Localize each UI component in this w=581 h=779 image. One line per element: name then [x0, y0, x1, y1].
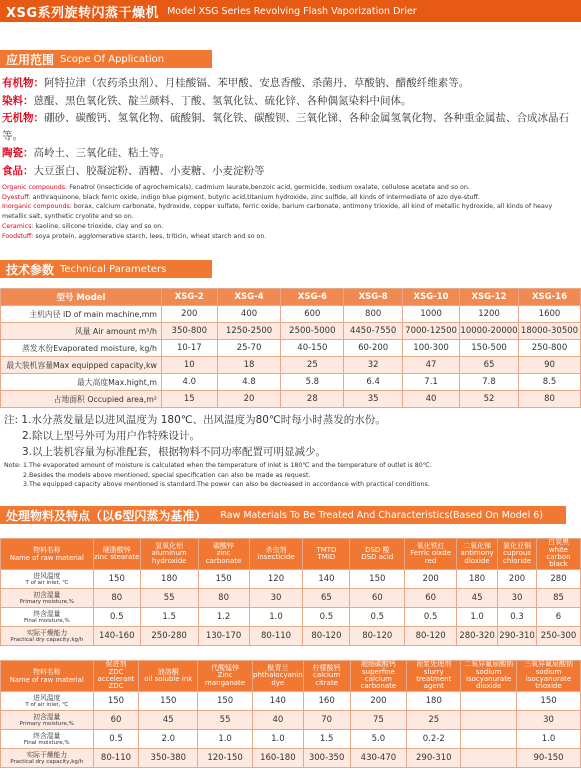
raw-material-cell: 代酸锰锌 Zinc manganate — [198, 661, 253, 692]
raw-cell: 55 — [198, 711, 253, 730]
raw-cell: 140 — [253, 692, 304, 711]
tech-cell: 4.0 — [161, 374, 217, 391]
raw-material-cell: 油溶酮 oil soluble ink — [139, 661, 198, 692]
tech-cell: 32 — [344, 357, 403, 374]
raw-cell — [461, 692, 517, 711]
tech-cell: 25-70 — [217, 340, 281, 357]
raw-table-2-row — [1, 692, 581, 711]
raw-cell: 150 — [93, 570, 140, 589]
raw-cell: 30 — [517, 711, 581, 730]
note-en-line: Note: 1.The evaporated amount of moisture is calculated when the temperature of inlet is 180℃ and the temperature of outlet is 80℃. — [4, 462, 432, 469]
tech-cell: 250-800 — [519, 340, 581, 357]
raw-cell: 180 — [407, 692, 461, 711]
tech-header-cell: XSG-8 — [344, 289, 403, 306]
tech-row-label: 最大装机容量Max equipped capacity,kw — [1, 357, 162, 374]
raw-table-2-row — [1, 711, 581, 730]
raw-label-cell: 实际干燥能力 Practical dry capacity,kg/h — [1, 749, 94, 768]
title-en: Model XSG Series Revolving Flash Vaporization Drier — [167, 5, 417, 17]
raw-cell: 90-150 — [517, 749, 581, 768]
tech-row-label: 最大高度Max.hight,m — [1, 374, 162, 391]
raw-table-1-row — [1, 589, 581, 608]
raw-label-cell: 初含湿量 Primary moisture,% — [1, 589, 94, 608]
tech-cell: 1600 — [519, 306, 581, 323]
raw-cell — [461, 730, 517, 749]
tech-cell: 100-300 — [403, 340, 460, 357]
raw-cell: 0.5 — [405, 608, 457, 627]
tech-cell: 10000-20000 — [460, 323, 519, 340]
raw-cell: 80-120 — [303, 627, 350, 646]
tech-header-cell: XSG-12 — [460, 289, 519, 306]
raw-cell: 45 — [457, 589, 498, 608]
raw-cell: 200 — [405, 570, 457, 589]
tech-cell: 1250-2500 — [217, 323, 281, 340]
raw-cell: 80 — [198, 589, 249, 608]
tech-cell: 2500-5000 — [281, 323, 344, 340]
raw-table-1-row — [1, 608, 581, 627]
raw-cell: 280-320 — [457, 627, 498, 646]
raw-cell: 1.0 — [198, 730, 253, 749]
raw-cell: 1.5 — [303, 730, 350, 749]
raw-cell: 120-150 — [198, 749, 253, 768]
raw-material-cell: 柠檬酸钙 calcium citrate — [303, 661, 350, 692]
raw-cell: 80 — [93, 589, 140, 608]
raw-material-cell: 二氧异氰尿酸钠 sodium isocyanurate dioxide — [461, 661, 517, 692]
tech-cell: 52 — [460, 391, 519, 408]
application-cn-line: 有机物：阿特拉津（农药杀虫剂）、月桂酸镉、苯甲酸、安息香酸、杀菌丹、草酸钠、醋酸纤维素等。 — [2, 77, 470, 89]
raw-table-1-header — [1, 539, 581, 570]
note-cn-line: 3.以上装机容量为标准配套，根据物料不同功率配置可明显减少。 — [22, 446, 327, 458]
raw-heading-en: Raw Materials To Be Treated And Characteristics(Based On Model 6) — [220, 509, 544, 521]
raw-cell: 200 — [350, 692, 407, 711]
tech-cell: 80 — [519, 391, 581, 408]
tech-row-label: 占地面积 Occupied area,m² — [1, 391, 162, 408]
tech-cell: 8.5 — [519, 374, 581, 391]
tech-header-cell: XSG-2 — [161, 289, 217, 306]
raw-cell: 80-120 — [350, 627, 405, 646]
raw-cell: 1.2 — [198, 608, 249, 627]
application-en-line: Organic compounds: Fenatrol (insecticide of agrochemicals), cadmium laurate,benzoic acid, germicide, sodium oxalate, cellulose acetate and so on. — [2, 184, 470, 191]
raw-cell: 6 — [537, 608, 581, 627]
raw-table-1-row — [1, 570, 581, 589]
raw-cell: 70 — [303, 711, 350, 730]
application-heading — [0, 50, 212, 68]
raw-cell — [461, 711, 517, 730]
raw-cell: 250-300 — [537, 627, 581, 646]
tech-cell: 10 — [161, 357, 217, 374]
raw-cell: 350-380 — [139, 749, 198, 768]
raw-table-1 — [0, 538, 581, 646]
tech-header-cell: XSG-16 — [519, 289, 581, 306]
tech-cell: 15 — [161, 391, 217, 408]
raw-cell: 1.0 — [517, 730, 581, 749]
application-heading-en: Scope Of Application — [60, 53, 165, 65]
raw-cell: 30 — [498, 589, 537, 608]
raw-cell: 150 — [350, 570, 405, 589]
application-cn-line: 染料：蒽醌、黑色氧化铁、靛兰颜料、丁酸、氢氧化钛、硫化锌、各种偶氮染料中间体。 — [2, 94, 412, 107]
raw-material-cell: 酞青兰 phthalocyanin dye — [253, 661, 304, 692]
tech-cell: 400 — [217, 306, 281, 323]
raw-material-cell: 泥浆处理剂 slurry treatment agent — [407, 661, 461, 692]
raw-cell: 0.5 — [350, 608, 405, 627]
raw-cell: 160-180 — [253, 749, 304, 768]
note-en-line: 2.Besides the models above mentioned, special specification can also be made as request. — [23, 471, 311, 479]
raw-material-cell: 氢氧化铝 aluminum hydroxide — [140, 539, 198, 570]
raw-label-cell: 初含湿量 Primary moisture,% — [1, 711, 94, 730]
application-heading-cn: 应用范围 — [6, 52, 55, 67]
raw-cell: 0.2-2 — [407, 730, 461, 749]
tech-cell: 28 — [281, 391, 344, 408]
tech-cell: 1200 — [460, 306, 519, 323]
raw-cell: 0.5 — [93, 730, 139, 749]
tech-cell: 90 — [519, 357, 581, 374]
application-en-line: Foodstuff: soya protein, agglomerative starch, lees, triticin, wheat starch and so on. — [2, 232, 267, 240]
raw-cell: 1.0 — [253, 730, 304, 749]
tech-heading-cn: 技术参数 — [6, 262, 55, 277]
raw-cell: 290-310 — [498, 627, 537, 646]
raw-cell: 45 — [139, 711, 198, 730]
raw-heading — [0, 506, 566, 524]
raw-label-cell: 终含湿量 Final moisture,% — [1, 730, 94, 749]
tech-cell: 200 — [161, 306, 217, 323]
application-en-list — [2, 183, 579, 241]
tech-header-cell: 型号 Model — [1, 289, 162, 306]
raw-material-cell: 超细碳酸钙 superfine calcium carbonate — [350, 661, 407, 692]
raw-cell: 150 — [139, 692, 198, 711]
raw-cell: 280 — [537, 570, 581, 589]
application-en-line: Ceramics: kaoline, silicone trioxide, clay and so on. — [2, 222, 164, 230]
tech-header-cell: XSG-10 — [403, 289, 460, 306]
tech-row-label: 蒸发水份Evaporated moisture, kg/h — [1, 340, 162, 357]
notes-cn — [4, 412, 386, 460]
tech-table — [0, 288, 581, 408]
raw-cell: 180 — [140, 570, 198, 589]
raw-material-cell: DSD 酸 DSD acid — [350, 539, 405, 570]
raw-material-cell: 二氧化锑 antimony dioxide — [457, 539, 498, 570]
raw-material-cell: 氯化亚铜 cuprous chloride — [498, 539, 537, 570]
tech-cell: 25 — [281, 357, 344, 374]
tech-cell: 5.8 — [281, 374, 344, 391]
raw-material-cell: 白炭黑 white carbon black — [537, 539, 581, 570]
raw-cell: 25 — [407, 711, 461, 730]
raw-cell: 55 — [140, 589, 198, 608]
tech-cell: 40-150 — [281, 340, 344, 357]
raw-cell: 1.5 — [140, 608, 198, 627]
raw-cell: 130-170 — [198, 627, 249, 646]
raw-cell: 300-350 — [303, 749, 350, 768]
raw-cell — [461, 749, 517, 768]
note-cn-line: 2.除以上型号外可为用户作特殊设计。 — [22, 430, 201, 442]
raw-cell: 60 — [405, 589, 457, 608]
tech-row — [1, 357, 581, 374]
application-cn-line: 食品：大豆蛋白、胶凝淀粉、酒糟、小麦糖、小麦淀粉等 — [2, 164, 265, 177]
raw-cell: 150 — [198, 692, 253, 711]
tech-cell: 35 — [344, 391, 403, 408]
note-en-line: 3.The equipped capacity above mentioned is standard.The power can also be decreased in accordance with practical conditions. — [23, 481, 430, 488]
raw-cell: 80-120 — [405, 627, 457, 646]
tech-cell: 7.1 — [403, 374, 460, 391]
tech-cell: 150-500 — [460, 340, 519, 357]
raw-cell: 80-110 — [93, 749, 139, 768]
raw-cell: 160 — [303, 692, 350, 711]
tech-row — [1, 340, 581, 357]
tech-cell: 1000 — [403, 306, 460, 323]
raw-material-cell: 促进剂 ZDC accelerant ZDC — [93, 661, 139, 692]
raw-cell: 0.5 — [93, 608, 140, 627]
tech-cell: 10-17 — [161, 340, 217, 357]
raw-cell: 1.0 — [249, 608, 303, 627]
raw-cell: 140-160 — [93, 627, 140, 646]
tech-cell: 65 — [460, 357, 519, 374]
application-en-line: Dyestuff: anthraquinone, black ferric oxide, indigo blue pigment, butyric acid,titanium hydroxide, zinc sulfide, all kinds of intermediate of azo dye-stuff. — [2, 193, 480, 201]
raw-material-cell: 碳酸锌 zinc carbonate — [198, 539, 249, 570]
tech-cell: 6.4 — [344, 374, 403, 391]
raw-label-cell: 物料名称 Name of raw material — [1, 539, 94, 570]
raw-cell: 75 — [350, 711, 407, 730]
raw-cell: 250-280 — [140, 627, 198, 646]
application-cn-list — [2, 75, 579, 180]
tech-header-cell: XSG-4 — [217, 289, 281, 306]
tech-header-row — [1, 289, 581, 306]
tech-cell: 18000-30500 — [519, 323, 581, 340]
raw-cell: 1.0 — [457, 608, 498, 627]
tech-header-cell: XSG-6 — [281, 289, 344, 306]
raw-cell: 80-110 — [249, 627, 303, 646]
raw-table-1-row — [1, 627, 581, 646]
title-cn: XSG系列旋转闪蒸干燥机 — [6, 5, 160, 21]
tech-row-label: 风量 Air amount m³/h — [1, 323, 162, 340]
tech-cell: 4.8 — [217, 374, 281, 391]
tech-cell: 7.8 — [460, 374, 519, 391]
tech-row — [1, 391, 581, 408]
raw-label-cell: 终含湿量 Final moisture,% — [1, 608, 94, 627]
raw-table-2-header — [1, 661, 581, 692]
tech-cell: 18 — [217, 357, 281, 374]
tech-heading-en: Technical Parameters — [60, 263, 167, 275]
raw-cell: 150 — [93, 692, 139, 711]
application-cn-line: 陶瓷：高岭土、三氧化硅、粘土等。 — [2, 147, 170, 159]
application-cn-line: 无机物：硼砂、碳酸钙、氢氧化物、硫酸铜、氧化铁、碳酸钡、三氧化锑、各种金属氢氧化物、各种重金属盐、合成冰晶石等。 — [2, 112, 569, 142]
tech-row-label: 主机内径 ID of main machine,mm — [1, 306, 162, 323]
tech-cell: 4450-7550 — [344, 323, 403, 340]
raw-cell: 60 — [93, 711, 139, 730]
raw-cell: 430-470 — [350, 749, 407, 768]
tech-row — [1, 306, 581, 323]
raw-material-cell: 氧化铁红 Ferric oixde red — [405, 539, 457, 570]
tech-cell: 40 — [403, 391, 460, 408]
raw-label-cell: 进风温度 T of air inlet, ℃ — [1, 570, 94, 589]
tech-cell: 800 — [344, 306, 403, 323]
raw-table-2-row — [1, 730, 581, 749]
tech-heading — [0, 260, 212, 278]
raw-cell: 85 — [537, 589, 581, 608]
tech-cell: 600 — [281, 306, 344, 323]
tech-cell: 350-800 — [161, 323, 217, 340]
raw-cell: 150 — [198, 570, 249, 589]
raw-cell: 200 — [498, 570, 537, 589]
tech-row — [1, 323, 581, 340]
raw-table-2 — [0, 660, 581, 768]
tech-row — [1, 374, 581, 391]
raw-material-cell: TMTD TMID — [303, 539, 350, 570]
raw-cell: 65 — [303, 589, 350, 608]
raw-cell: 60 — [350, 589, 405, 608]
raw-cell: 2.0 — [139, 730, 198, 749]
raw-label-cell: 进风温度 T of air inlet, ℃ — [1, 692, 94, 711]
note-cn-line: 注: 1.水分蒸发量是以进风温度为 180℃、出风温度为80℃时每小时蒸发的水份。 — [4, 414, 386, 426]
raw-material-cell: 三氧异氰尿酸钠 sodium isocyanurate trioxide — [517, 661, 581, 692]
tech-cell: 60-200 — [344, 340, 403, 357]
notes-en — [4, 461, 432, 490]
raw-material-cell: 硬脂酸锌 zinc stearate — [93, 539, 140, 570]
tech-cell: 7000-12500 — [403, 323, 460, 340]
raw-cell: 30 — [249, 589, 303, 608]
raw-cell: 140 — [303, 570, 350, 589]
raw-label-cell: 物料名称 Name of raw material — [1, 661, 94, 692]
raw-label-cell: 实际干燥能力 Practical dry capacity,kg/h — [1, 627, 94, 646]
raw-table-2-row — [1, 749, 581, 768]
raw-cell: 290-310 — [407, 749, 461, 768]
raw-cell: 40 — [253, 711, 304, 730]
raw-cell: 150 — [517, 692, 581, 711]
raw-heading-cn: 处理物料及特点（以6型闪蒸为基准） — [6, 508, 207, 523]
raw-cell: 0.3 — [498, 608, 537, 627]
application-en-line: Inorganic compounds: borax, calcium carbonate, hydroxide, copper sulfate, ferric oxide, barium carbonate, antimony trioxide, all kind of metallic hydroxide, all kinds of heavy metallic salt, synthetic cryolite and so on. — [2, 203, 553, 221]
raw-material-cell: 杀虫剂 insecticide — [249, 539, 303, 570]
title-bar — [0, 0, 581, 22]
tech-cell: 47 — [403, 357, 460, 374]
raw-cell: 5.0 — [350, 730, 407, 749]
raw-cell: 180 — [457, 570, 498, 589]
raw-cell: 0.5 — [303, 608, 350, 627]
raw-cell: 120 — [249, 570, 303, 589]
tech-cell: 20 — [217, 391, 281, 408]
